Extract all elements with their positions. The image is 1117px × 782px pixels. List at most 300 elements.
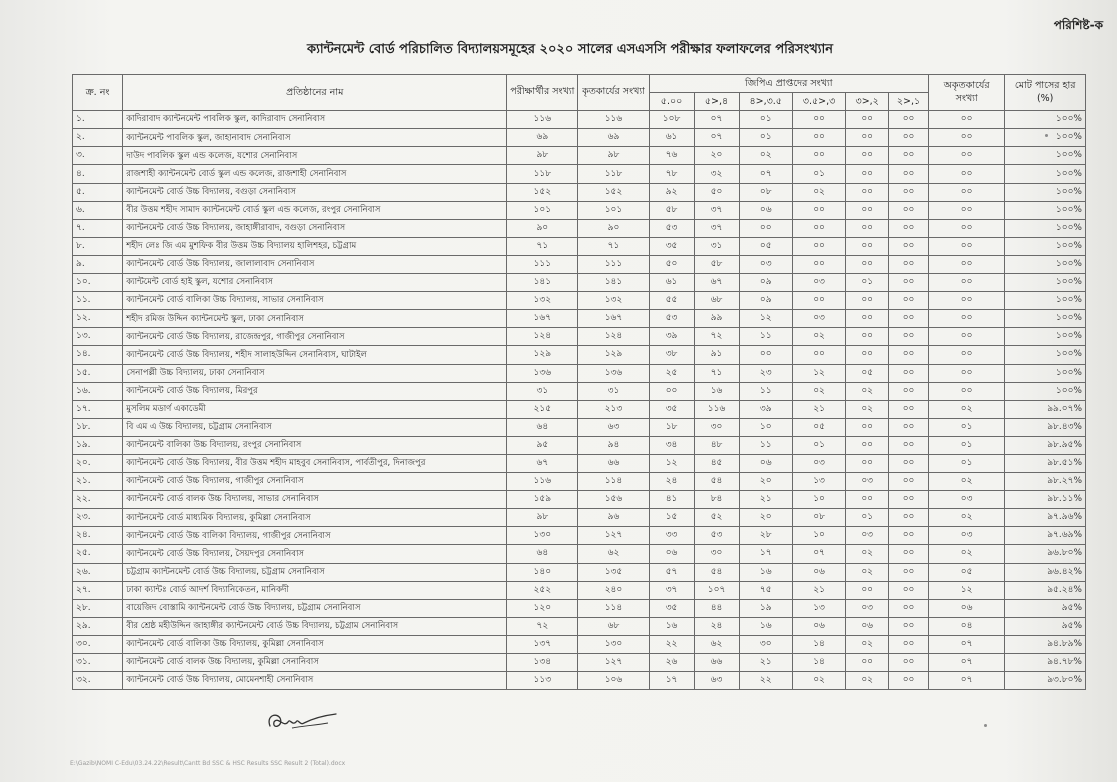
gpa-count-cell: ০১ <box>739 111 792 129</box>
gpa-count-cell: ০৬ <box>739 201 792 219</box>
gpa-count-cell: ০০ <box>889 183 929 201</box>
gpa-count-cell: ০০ <box>889 147 929 165</box>
gpa-count-cell: ০০ <box>846 165 889 183</box>
table-row <box>73 274 1086 292</box>
pass-rate-cell: ১০০% <box>1005 111 1086 129</box>
pass-rate-cell: ৯৫% <box>1005 599 1086 617</box>
gpa-count-cell: ০১ <box>792 165 845 183</box>
table-row <box>73 509 1086 527</box>
failed-cell: ০০ <box>928 328 1004 346</box>
gpa-count-cell: ০০ <box>889 111 929 129</box>
gpa-count-cell: ৫৭ <box>649 563 694 581</box>
gpa-count-cell: ০০ <box>846 237 889 255</box>
gpa-count-cell: ০২ <box>792 382 845 400</box>
gpa-count-cell: ৬৭ <box>694 274 739 292</box>
institution-name-cell: সেনাপল্লী উচ্চ বিদ্যালয়, ঢাকা সেনানিবাস <box>123 364 507 382</box>
pass-rate-cell: ৯৪.৭৮% <box>1005 654 1086 672</box>
gpa-count-cell: ৩৫ <box>649 599 694 617</box>
gpa-count-cell: ৫৪ <box>694 563 739 581</box>
header-pass-rate: মোট পাসের হার (%) <box>1005 75 1086 111</box>
serial-cell: ১২. <box>73 310 123 328</box>
passed-cell: ১১৬ <box>578 111 649 129</box>
gpa-count-cell: ০০ <box>889 400 929 418</box>
gpa-count-cell: ৩৯ <box>739 400 792 418</box>
gpa-count-cell: ১১ <box>739 328 792 346</box>
table-row <box>73 418 1086 436</box>
gpa-count-cell: ৫২ <box>694 509 739 527</box>
gpa-count-cell: ৫৪ <box>694 473 739 491</box>
gpa-count-cell: ২০ <box>739 473 792 491</box>
institution-name-cell: ক্যান্টনমেন্ট বোর্ড উচ্চ বিদ্যালয়, জালালাবাদ সেনানিবাস <box>123 255 507 273</box>
passed-cell: ৬২ <box>578 545 649 563</box>
gpa-count-cell: ১৪ <box>792 654 845 672</box>
institution-name-cell: ক্যান্টনমেন্ট বোর্ড উচ্চ বিদ্যালয়, সৈয়দপুর সেনানিবাস <box>123 545 507 563</box>
gpa-count-cell: ৩৭ <box>694 219 739 237</box>
gpa-count-cell: ০০ <box>889 255 929 273</box>
table-row <box>73 635 1086 653</box>
passed-cell: ১০৬ <box>578 672 649 690</box>
gpa-count-cell: ৭৫ <box>739 581 792 599</box>
gpa-count-cell: ০০ <box>889 527 929 545</box>
gpa-count-cell: ০১ <box>792 436 845 454</box>
serial-cell: ৩১. <box>73 654 123 672</box>
failed-cell: ০২ <box>928 473 1004 491</box>
serial-cell: ৫. <box>73 183 123 201</box>
examinees-cell: ৯৮ <box>507 147 578 165</box>
gpa-count-cell: ০৮ <box>739 183 792 201</box>
gpa-count-cell: ২৬ <box>649 654 694 672</box>
gpa-count-cell: ০০ <box>792 237 845 255</box>
passed-cell: ৯০ <box>578 219 649 237</box>
gpa-count-cell: ০৩ <box>792 454 845 472</box>
gpa-count-cell: ০২ <box>792 183 845 201</box>
examinees-cell: ২১৫ <box>507 400 578 418</box>
gpa-count-cell: ০৯ <box>739 274 792 292</box>
failed-cell: ০৭ <box>928 672 1004 690</box>
gpa-count-cell: ০৭ <box>694 111 739 129</box>
table-row <box>73 382 1086 400</box>
institution-name-cell: চট্টগ্রাম ক্যান্টনমেন্ট বোর্ড উচ্চ বিদ্যালয়, চট্টগ্রাম সেনানিবাস <box>123 563 507 581</box>
gpa-count-cell: ০০ <box>889 635 929 653</box>
header-examinees: পরীক্ষার্থীর সংখ্যা <box>507 75 578 111</box>
failed-cell: ০০ <box>928 165 1004 183</box>
serial-cell: ২৭. <box>73 581 123 599</box>
examinees-cell: ৩১ <box>507 382 578 400</box>
failed-cell: ০৩ <box>928 491 1004 509</box>
passed-cell: ৯৪ <box>578 436 649 454</box>
gpa-count-cell: ০০ <box>846 310 889 328</box>
gpa-count-cell: ০০ <box>889 654 929 672</box>
table-row <box>73 617 1086 635</box>
gpa-count-cell: ০০ <box>889 672 929 690</box>
gpa-count-cell: ০০ <box>889 563 929 581</box>
institution-name-cell: ক্যান্টনমেন্ট বোর্ড বালিকা উচ্চ বিদ্যালয়, সাভার সেনানিবাস <box>123 292 507 310</box>
passed-cell: ৭১ <box>578 237 649 255</box>
passed-cell: ৩১ <box>578 382 649 400</box>
examinees-cell: ১৩৬ <box>507 364 578 382</box>
passed-cell: ১২৭ <box>578 527 649 545</box>
serial-cell: ১৭. <box>73 400 123 418</box>
institution-name-cell: ক্যান্টনমেন্ট বোর্ড উচ্চ বিদ্যালয়, বগুড়া সেনানিবাস <box>123 183 507 201</box>
header-gpa-5: ২>,১ <box>889 93 929 111</box>
gpa-count-cell: ৬২ <box>694 635 739 653</box>
gpa-count-cell: ০০ <box>649 382 694 400</box>
gpa-count-cell: ৭৮ <box>649 165 694 183</box>
examinees-cell: ৭২ <box>507 617 578 635</box>
gpa-count-cell: ০০ <box>846 183 889 201</box>
serial-cell: ১০. <box>73 274 123 292</box>
gpa-count-cell: ১১ <box>739 382 792 400</box>
gpa-count-cell: ০০ <box>846 219 889 237</box>
institution-name-cell: দাউদ পাবলিক স্কুল এন্ড কলেজ, যশোর সেনানিবাস <box>123 147 507 165</box>
serial-cell: ২. <box>73 129 123 147</box>
passed-cell: ১৫২ <box>578 183 649 201</box>
table-row <box>73 255 1086 273</box>
serial-cell: ২৬. <box>73 563 123 581</box>
passed-cell: ২১৩ <box>578 400 649 418</box>
speck <box>1045 134 1048 137</box>
serial-cell: ১৮. <box>73 418 123 436</box>
gpa-count-cell: ২২ <box>739 672 792 690</box>
gpa-count-cell: ৫৮ <box>649 201 694 219</box>
examinees-cell: ৬৪ <box>507 418 578 436</box>
pass-rate-cell: ১০০% <box>1005 328 1086 346</box>
header-gpa-group: জিপিএ প্রাপ্তদের সংখ্যা <box>649 75 928 93</box>
institution-name-cell: ক্যান্টনমেন্ট বোর্ড বালিকা উচ্চ বিদ্যালয়, কুমিল্লা সেনানিবাস <box>123 635 507 653</box>
header-gpa-0: ৫.০০ <box>649 93 694 111</box>
gpa-count-cell: ০৩ <box>792 274 845 292</box>
institution-name-cell: ক্যান্টনমেন্ট বালিকা উচ্চ বিদ্যালয়, রংপুর সেনানিবাস <box>123 436 507 454</box>
gpa-count-cell: ১০৭ <box>694 581 739 599</box>
passed-cell: ১৪১ <box>578 274 649 292</box>
gpa-count-cell: ১৬ <box>739 617 792 635</box>
failed-cell: ০৫ <box>928 563 1004 581</box>
gpa-count-cell: ০৬ <box>649 545 694 563</box>
serial-cell: ২৪. <box>73 527 123 545</box>
gpa-count-cell: ০৫ <box>739 237 792 255</box>
gpa-count-cell: ০০ <box>889 328 929 346</box>
gpa-count-cell: ০৩ <box>846 599 889 617</box>
gpa-count-cell: ০০ <box>846 292 889 310</box>
gpa-count-cell: ৭১ <box>694 364 739 382</box>
table-row <box>73 219 1086 237</box>
pass-rate-cell: ৯৮.৪৩% <box>1005 418 1086 436</box>
header-passed: কৃতকার্যের সংখ্যা <box>578 75 649 111</box>
pass-rate-cell: ১০০% <box>1005 274 1086 292</box>
examinees-cell: ১২০ <box>507 599 578 617</box>
document-title: ক্যান্টনমেন্ট বোর্ড পরিচালিত বিদ্যালয়সমূহের ২০২০ সালের এসএসসি পরীক্ষার ফলাফলের পরিসংখ্যান <box>306 42 834 57</box>
institution-name-cell: বীর উত্তম শহীদ সামাদ ক্যান্টনমেন্ট বোর্ড স্কুল এন্ড কলেজ, রংপুর সেনানিবাস <box>123 201 507 219</box>
gpa-count-cell: ০২ <box>846 545 889 563</box>
gpa-count-cell: ৫৩ <box>649 310 694 328</box>
institution-name-cell: ক্যান্টমেন্ট বোর্ড হাই স্কুল, যশোর সেনানিবাস <box>123 274 507 292</box>
failed-cell: ০০ <box>928 129 1004 147</box>
gpa-count-cell: ০২ <box>846 635 889 653</box>
institution-name-cell: বি এম এ উচ্চ বিদ্যালয়, চট্টগ্রাম সেনানিবাস <box>123 418 507 436</box>
gpa-count-cell: ০০ <box>889 219 929 237</box>
examinees-cell: ১৬৭ <box>507 310 578 328</box>
pass-rate-cell: ১০০% <box>1005 165 1086 183</box>
gpa-count-cell: ১০৮ <box>649 111 694 129</box>
examinees-cell: ১৫২ <box>507 183 578 201</box>
gpa-count-cell: ১১৬ <box>694 400 739 418</box>
examinees-cell: ১২৯ <box>507 346 578 364</box>
serial-cell: ৬. <box>73 201 123 219</box>
gpa-count-cell: ০৫ <box>846 364 889 382</box>
pass-rate-cell: ৯৮.১১% <box>1005 491 1086 509</box>
institution-name-cell: ক্যান্টনমেন্ট বোর্ড বালক উচ্চ বিদ্যালয়, কুমিল্লা সেনানিবাস <box>123 654 507 672</box>
gpa-count-cell: ৪১ <box>649 491 694 509</box>
gpa-count-cell: ২১ <box>739 491 792 509</box>
gpa-count-cell: ০৬ <box>792 617 845 635</box>
results-table <box>72 74 1086 690</box>
gpa-count-cell: ০০ <box>846 454 889 472</box>
gpa-count-cell: ০০ <box>889 617 929 635</box>
gpa-count-cell: ২০ <box>739 509 792 527</box>
passed-cell: ১২৭ <box>578 654 649 672</box>
gpa-count-cell: ০০ <box>889 545 929 563</box>
gpa-count-cell: ১৬ <box>739 563 792 581</box>
passed-cell: ৬৮ <box>578 617 649 635</box>
gpa-count-cell: ২৪ <box>694 617 739 635</box>
table-row <box>73 111 1086 129</box>
examinees-cell: ৬৭ <box>507 454 578 472</box>
gpa-count-cell: ৩৫ <box>649 400 694 418</box>
table-row <box>73 201 1086 219</box>
serial-cell: ৪. <box>73 165 123 183</box>
serial-cell: ৩০. <box>73 635 123 653</box>
serial-cell: ১৬. <box>73 382 123 400</box>
gpa-count-cell: ৫৫ <box>649 292 694 310</box>
passed-cell: ১১৪ <box>578 599 649 617</box>
gpa-count-cell: ০০ <box>889 436 929 454</box>
institution-name-cell: ক্যান্টনমেন্ট বোর্ড উচ্চ বিদ্যালয়, শহীদ সালাহউদ্দিন সেনানিবাস, ঘাটাইল <box>123 346 507 364</box>
gpa-count-cell: ৩০ <box>694 418 739 436</box>
institution-name-cell: বায়েজিদ বোস্তামি ক্যান্টনমেন্ট বোর্ড উচ্চ বিদ্যালয়, চট্টগ্রাম সেনানিবাস <box>123 599 507 617</box>
gpa-count-cell: ০০ <box>846 491 889 509</box>
examinees-cell: ৯৫ <box>507 436 578 454</box>
gpa-count-cell: ০০ <box>846 147 889 165</box>
gpa-count-cell: ২২ <box>649 635 694 653</box>
gpa-count-cell: ২১ <box>739 654 792 672</box>
failed-cell: ০০ <box>928 255 1004 273</box>
gpa-count-cell: ০৭ <box>694 129 739 147</box>
serial-cell: ৭. <box>73 219 123 237</box>
passed-cell: ৬৩ <box>578 418 649 436</box>
table-row <box>73 545 1086 563</box>
pass-rate-cell: ৯৮.২৭% <box>1005 473 1086 491</box>
pass-rate-cell: ১০০% <box>1005 310 1086 328</box>
gpa-count-cell: ০২ <box>846 672 889 690</box>
pass-rate-cell: ৯৫% <box>1005 617 1086 635</box>
institution-name-cell: ক্যান্টনমেন্ট বোর্ড উচ্চ বিদ্যালয়, জাহাঙ্গীরাবাদ, বগুড়া সেনানিবাস <box>123 219 507 237</box>
gpa-count-cell: ১২ <box>792 364 845 382</box>
gpa-count-cell: ০০ <box>889 454 929 472</box>
gpa-count-cell: ০৩ <box>846 473 889 491</box>
table-row <box>73 364 1086 382</box>
passed-cell: ১৩২ <box>578 292 649 310</box>
serial-cell: ৯. <box>73 255 123 273</box>
gpa-count-cell: ৫৩ <box>694 527 739 545</box>
institution-name-cell: শহীদ লেঃ জি এম মুশফিক বীর উত্তম উচ্চ বিদ্যালয় হালিশহর, চট্টগ্রাম <box>123 237 507 255</box>
examinees-cell: ১১১ <box>507 255 578 273</box>
institution-name-cell: ক্যান্টনমেন্ট বোর্ড উচ্চ বিদ্যালয়, মোমেনশাহী সেনানিবাস <box>123 672 507 690</box>
failed-cell: ০২ <box>928 400 1004 418</box>
table-row <box>73 654 1086 672</box>
serial-cell: ৮. <box>73 237 123 255</box>
gpa-count-cell: ৯১ <box>694 346 739 364</box>
gpa-count-cell: ৬৮ <box>694 292 739 310</box>
gpa-count-cell: ০২ <box>846 400 889 418</box>
pass-rate-cell: ১০০% <box>1005 183 1086 201</box>
gpa-count-cell: ০০ <box>846 201 889 219</box>
gpa-count-cell: ০০ <box>889 129 929 147</box>
gpa-count-cell: ০০ <box>846 255 889 273</box>
gpa-count-cell: ৫০ <box>694 183 739 201</box>
table-row <box>73 346 1086 364</box>
gpa-count-cell: ২১ <box>792 581 845 599</box>
failed-cell: ০৭ <box>928 654 1004 672</box>
gpa-count-cell: ০০ <box>889 346 929 364</box>
institution-name-cell: ক্যান্টনমেন্ট পাবলিক স্কুল, জাহানাবাদ সেনানিবাস <box>123 129 507 147</box>
gpa-count-cell: ২০ <box>694 147 739 165</box>
failed-cell: ০০ <box>928 310 1004 328</box>
failed-cell: ০২ <box>928 509 1004 527</box>
gpa-count-cell: ৫০ <box>649 255 694 273</box>
gpa-count-cell: ৮৪ <box>694 491 739 509</box>
passed-cell: ১১৮ <box>578 165 649 183</box>
passed-cell: ১১১ <box>578 255 649 273</box>
gpa-count-cell: ০০ <box>889 237 929 255</box>
gpa-count-cell: ০৯ <box>739 292 792 310</box>
examinees-cell: ১১৬ <box>507 473 578 491</box>
failed-cell: ০০ <box>928 201 1004 219</box>
examinees-cell: ১০১ <box>507 201 578 219</box>
gpa-count-cell: ৩০ <box>739 635 792 653</box>
pass-rate-cell: ১০০% <box>1005 147 1086 165</box>
gpa-count-cell: ২১ <box>792 400 845 418</box>
gpa-count-cell: ০০ <box>792 346 845 364</box>
pass-rate-cell: ১০০% <box>1005 382 1086 400</box>
table-row <box>73 473 1086 491</box>
examinees-cell: ১৩০ <box>507 527 578 545</box>
pass-rate-cell: ৯৮.৯৫% <box>1005 436 1086 454</box>
gpa-count-cell: ০৫ <box>792 418 845 436</box>
gpa-count-cell: ২৫ <box>649 364 694 382</box>
gpa-count-cell: ৩৮ <box>649 346 694 364</box>
pass-rate-cell: ১০০% <box>1005 292 1086 310</box>
table-row <box>73 527 1086 545</box>
examinees-cell: ২৫২ <box>507 581 578 599</box>
gpa-count-cell: ০০ <box>889 274 929 292</box>
gpa-count-cell: ১৭ <box>649 672 694 690</box>
gpa-count-cell: ১৮ <box>649 418 694 436</box>
institution-name-cell: ক্যান্টনমেন্ট বোর্ড মাধ্যমিক বিদ্যালয়, কুমিল্লা সেনানিবাস <box>123 509 507 527</box>
passed-cell: ১২৯ <box>578 346 649 364</box>
gpa-count-cell: ০৬ <box>792 563 845 581</box>
gpa-count-cell: ০২ <box>846 563 889 581</box>
gpa-count-cell: ১৫ <box>649 509 694 527</box>
gpa-count-cell: ২৩ <box>739 364 792 382</box>
failed-cell: ০০ <box>928 147 1004 165</box>
gpa-count-cell: ০০ <box>889 581 929 599</box>
institution-name-cell: কাদিরাবাদ ক্যান্টনমেন্ট পাবলিক স্কুল, কাদিরাবাদ সেনানিবাস <box>123 111 507 129</box>
footer-file-path: E:\Gazib\NOMI C-Edu\03.24.22\Result\Cantt Bd SSC & HSC Results SSC Result 2 (Total).docx <box>70 760 346 767</box>
institution-name-cell: বীর শ্রেষ্ঠ মহীউদ্দিন জাহাঙ্গীর ক্যান্টনমেন্ট বোর্ড উচ্চ বিদ্যালয়, চট্টগ্রাম সেনানিবাস <box>123 617 507 635</box>
examinees-cell: ৯৮ <box>507 509 578 527</box>
failed-cell: ০৭ <box>928 635 1004 653</box>
examinees-cell: ৬৯ <box>507 129 578 147</box>
institution-name-cell: ক্যান্টনমেন্ট বোর্ড বালক উচ্চ বিদ্যালয়, সাভার সেনানিবাস <box>123 491 507 509</box>
examinees-cell: ১৩৪ <box>507 654 578 672</box>
gpa-count-cell: ১৯ <box>739 599 792 617</box>
gpa-count-cell: ৩৪ <box>649 436 694 454</box>
gpa-count-cell: ১৭ <box>739 545 792 563</box>
gpa-count-cell: ০২ <box>792 672 845 690</box>
table-row <box>73 328 1086 346</box>
serial-cell: ২০. <box>73 454 123 472</box>
gpa-count-cell: ৯৯ <box>694 310 739 328</box>
table-row <box>73 292 1086 310</box>
table-row <box>73 183 1086 201</box>
gpa-count-cell: ৩১ <box>694 237 739 255</box>
examinees-cell: ১১৬ <box>507 111 578 129</box>
gpa-count-cell: ১৩ <box>792 599 845 617</box>
header-failed: অকৃতকার্যের সংখ্যা <box>928 75 1004 111</box>
institution-name-cell: ক্যান্টনমেন্ট বোর্ড উচ্চ বিদ্যালয়, মিরপুর <box>123 382 507 400</box>
gpa-count-cell: ০৬ <box>739 454 792 472</box>
serial-cell: ১৪. <box>73 346 123 364</box>
annex-label: পরিশিষ্ট-ক <box>1053 18 1103 32</box>
passed-cell: ১১৪ <box>578 473 649 491</box>
serial-cell: ২২. <box>73 491 123 509</box>
pass-rate-cell: ৯৩.৮০% <box>1005 672 1086 690</box>
signature <box>262 706 342 736</box>
failed-cell: ০১ <box>928 436 1004 454</box>
passed-cell: ১০১ <box>578 201 649 219</box>
serial-cell: ১৫. <box>73 364 123 382</box>
pass-rate-cell: ৯৭.৬৯% <box>1005 527 1086 545</box>
gpa-count-cell: ৩৫ <box>649 237 694 255</box>
table-row <box>73 581 1086 599</box>
failed-cell: ০০ <box>928 346 1004 364</box>
serial-cell: ৩২. <box>73 672 123 690</box>
failed-cell: ০০ <box>928 364 1004 382</box>
failed-cell: ০০ <box>928 111 1004 129</box>
gpa-count-cell: ০০ <box>889 201 929 219</box>
gpa-count-cell: ০০ <box>846 654 889 672</box>
failed-cell: ০০ <box>928 183 1004 201</box>
gpa-count-cell: ১২ <box>649 454 694 472</box>
table-row <box>73 147 1086 165</box>
gpa-count-cell: ০০ <box>889 491 929 509</box>
gpa-count-cell: ৩৭ <box>694 201 739 219</box>
gpa-count-cell: ০৭ <box>792 545 845 563</box>
institution-name-cell: রাজশাহী ক্যান্টনমেন্ট বোর্ড স্কুল এন্ড কলেজ, রাজশাহী সেনানিবাস <box>123 165 507 183</box>
failed-cell: ০৬ <box>928 599 1004 617</box>
serial-cell: ৩. <box>73 147 123 165</box>
gpa-count-cell: ৪৪ <box>694 599 739 617</box>
serial-cell: ২৫. <box>73 545 123 563</box>
gpa-count-cell: ৬৩ <box>694 672 739 690</box>
serial-cell: ১৩. <box>73 328 123 346</box>
gpa-count-cell: ১৩ <box>792 473 845 491</box>
gpa-count-cell: ০২ <box>846 382 889 400</box>
passed-cell: ৯৮ <box>578 147 649 165</box>
pass-rate-cell: ৯৪.৮৯% <box>1005 635 1086 653</box>
institution-name-cell: মুসলিম মডার্ণ একাডেমী <box>123 400 507 418</box>
gpa-count-cell: ০০ <box>792 129 845 147</box>
